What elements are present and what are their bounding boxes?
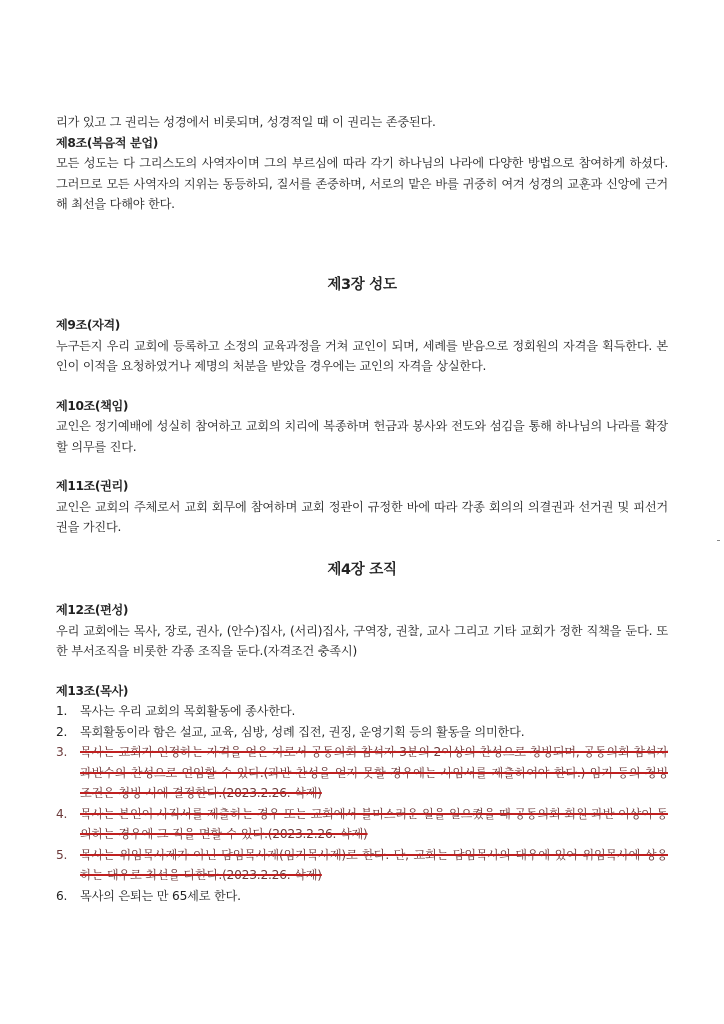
chapter-3-title: 제3장 성도 [327, 276, 397, 293]
item-number: 1. [56, 704, 68, 718]
article-9-body: 누구든지 우리 교회에 등록하고 소정의 교육과정을 거쳐 교인이 되며, 세례를 받음으로 정회원의 자격을 획득한다. 본인이 이적을 요청하였거나 제명의 처분을 받았을 경우에는 교인의 자격을 상실한다. [56, 338, 668, 373]
item-text: 목사는 교회가 인정하는 자격을 얻은 자로서 공동의회 참석자 3분의 2이상의 찬성으로 청빙되며, 공동의회 참석자 과반수의 찬성으로 연임할 수 있다.(과반 찬성을 얻지 못할 경우에는 사임서를 제출하여야 한다.) 임기 등의 청빙 조건은 청빙 시에 결정한다.(2023.2.26. 삭제) [80, 745, 668, 800]
list-item [56, 722, 668, 743]
article-13-list [56, 701, 668, 906]
item-text: 목사는 본인이 사직서를 제출하는 경우 또는 교회에서 불미스러운 일을 일으켰을 때 공동의회 회원 과반 이상이 동의하는 경우에 그 직을 면할 수 있다.(2023.2.26. 삭제) [80, 806, 668, 841]
item-number: 4. [56, 806, 68, 821]
article-10-title: 제10조(책임) [56, 398, 128, 413]
article-11-body: 교인은 교회의 주체로서 교회 회무에 참여하며 교회 정관이 규정한 바에 따라 각종 회의의 의결권과 선거권 및 피선거권을 가진다. [56, 499, 668, 534]
item-number: 2. [56, 724, 68, 739]
item-number: 5. [56, 847, 68, 862]
article-11-title: 제11조(권리) [56, 479, 128, 493]
item-number: 3. [56, 745, 68, 759]
article-8-body: 모든 성도는 다 그리스도의 사역자이며 그의 부르심에 따라 각기 하나님의 나라에 다양한 방법으로 참여하게 하셨다. 그러므로 모든 사역자의 지위는 동등하되, 질서를 존중하며, 서로의 맡은 바를 귀중히 여겨 성경의 교훈과 신앙에 근거해 최선을 다해야 한다. [56, 156, 668, 211]
article-10-body: 교인은 정기예배에 성실히 참여하고 교회의 치리에 복종하며 헌금과 봉사와 전도와 섬김을 통해 하나님의 나라를 확장할 의무를 진다. [56, 419, 668, 454]
article-8-title: 제8조(복음적 분업) [56, 135, 158, 150]
list-item [56, 886, 668, 907]
article-12-body: 우리 교회에는 목사, 장로, 권사, (안수)집사, (서리)집사, 구역장, 권찰, 교사 그리고 기타 교회가 정한 직책을 둔다. 또한 부서조직을 비롯한 각종 조직을 둔다.(자격조건 충족시) [56, 623, 668, 658]
document-page [56, 112, 668, 906]
article-12-title: 제12조(편성) [56, 603, 128, 617]
list-item [56, 701, 668, 722]
list-item-deleted [56, 804, 668, 845]
article-13-title: 제13조(목사) [56, 683, 128, 698]
item-text: 목사의 은퇴는 만 65세로 한다. [80, 888, 241, 903]
list-item-deleted [56, 845, 668, 886]
chapter-4-title: 제4장 조직 [327, 561, 397, 578]
scan-speck [717, 540, 720, 541]
item-text: 목사는 위임목사제가 아닌 담임목사제(임기목사제)로 한다. 단, 교회는 담임목사의 대우에 있어 위임목사에 상응하는 대우로 최선을 다한다.(2023.2.26. 삭제) [80, 847, 668, 882]
item-text: 목사는 우리 교회의 목회활동에 종사한다. [80, 704, 296, 718]
item-text: 목회활동이라 함은 설교, 교육, 심방, 성례 집전, 권징, 운영기획 등의 활동을 의미한다. [80, 724, 525, 739]
article-9-title: 제9조(자격) [56, 318, 120, 332]
item-number: 6. [56, 888, 68, 903]
list-item-deleted [56, 742, 668, 804]
intro-tail-text: 리가 있고 그 권리는 성경에서 비롯되며, 성경적일 때 이 권리는 존중된다. [56, 115, 436, 129]
